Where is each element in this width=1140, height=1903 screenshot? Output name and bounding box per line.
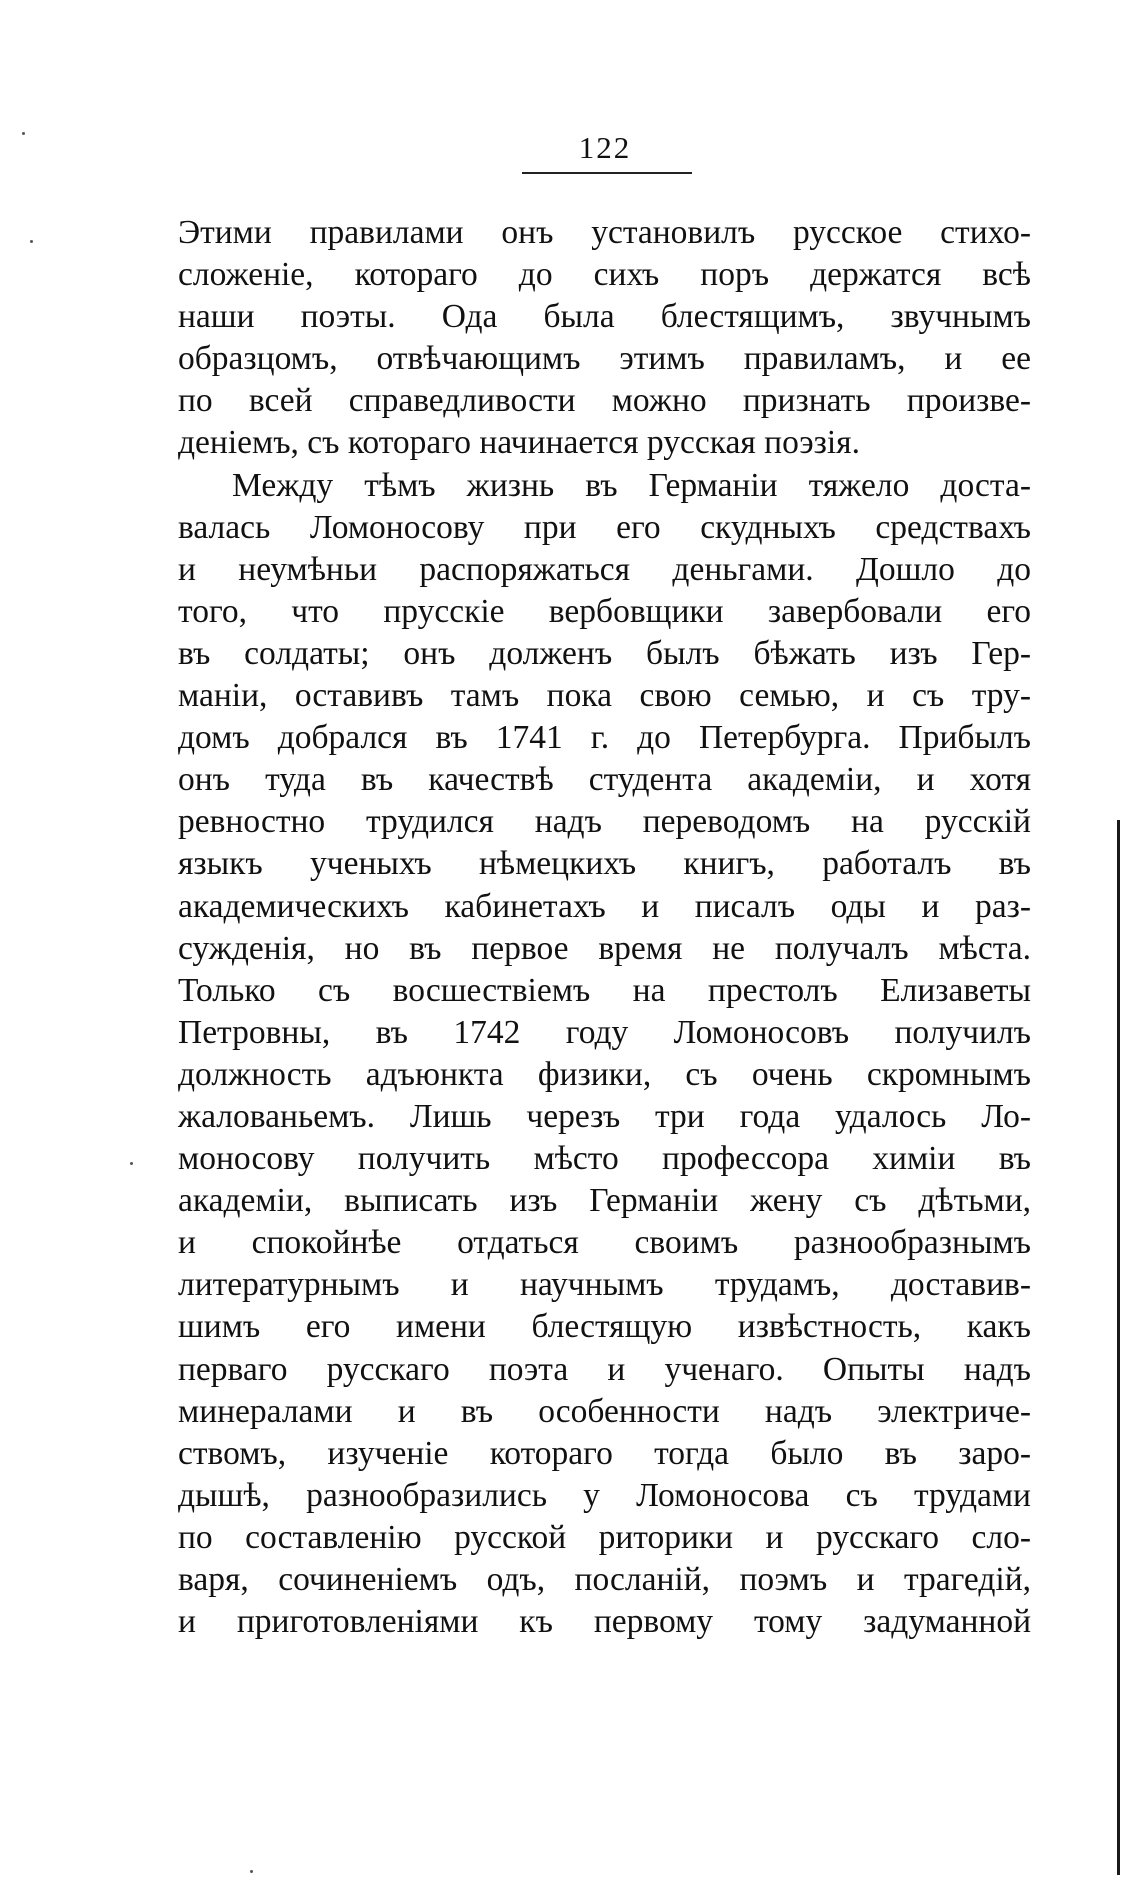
text-line: перваго русскаго поэта и ученаго. Опыты надъ — [178, 1350, 1031, 1388]
text-line: того, что прусскіе вербовщики завербовали его — [178, 592, 1031, 630]
scan-speck — [250, 1870, 253, 1873]
text-line: академіи, выписать изъ Германіи жену съ дѣтьми, — [178, 1182, 1031, 1220]
text-line: домъ добрался въ 1741 г. до Петербурга. Прибылъ — [178, 719, 1031, 757]
text-line: и приготовленіями къ первому тому задуманной — [178, 1603, 1031, 1641]
text-line: Этими правилами онъ установилъ русское стихо- — [178, 214, 1031, 251]
text-line: литературнымъ и научнымъ трудамъ, доставив- — [178, 1266, 1031, 1304]
paragraph-1 — [178, 212, 1031, 465]
text-line: деніемъ, съ котораго начинается русская поэзія. — [178, 424, 860, 462]
text-line: ревностно трудился надъ переводомъ на русскій — [178, 803, 1031, 841]
text-line: Только съ восшествіемъ на престолъ Елизаветы — [178, 971, 1031, 1009]
text-line: дышѣ, разнообразились у Ломоносова съ трудами — [178, 1476, 1031, 1514]
text-line: и спокойнѣе отдаться своимъ разнообразнымъ — [178, 1224, 1031, 1262]
text-line: моносову получить мѣсто профессора химіи въ — [178, 1140, 1031, 1178]
text-line: по составленію русской риторики и русскаго сло- — [178, 1518, 1031, 1556]
text-line: въ солдаты; онъ долженъ былъ бѣжать изъ Гер- — [178, 634, 1031, 672]
text-line: должность адъюнкта физики, съ очень скромнымъ — [178, 1055, 1031, 1093]
scan-speck — [130, 1162, 133, 1165]
text-line: и неумѣньи распоряжаться деньгами. Дошло до — [178, 550, 1031, 588]
text-line: Между тѣмъ жизнь въ Германіи тяжело доста- — [232, 466, 1031, 504]
text-line: наши поэты. Ода была блестящимъ, звучнымъ — [178, 298, 1031, 336]
scan-edge-line — [1117, 820, 1120, 1875]
body-text — [178, 212, 1031, 1643]
header-rule — [522, 172, 692, 174]
text-line: сложеніе, котораго до сихъ поръ держатся всѣ — [178, 256, 1031, 294]
text-line: онъ туда въ качествѣ студента академіи, и хотя — [178, 761, 1031, 799]
text-line: маніи, оставивъ тамъ пока свою семью, и съ тру- — [178, 677, 1031, 715]
scan-speck — [30, 240, 33, 243]
text-line: сужденія, но въ первое время не получалъ мѣста. — [178, 929, 1031, 967]
paragraph-2 — [178, 465, 1031, 1644]
text-line: ствомъ, изученіе котораго тогда было въ заро- — [178, 1434, 1031, 1472]
text-line: жалованьемъ. Лишь черезъ три года удалось Ло- — [178, 1097, 1031, 1135]
text-line: по всей справедливости можно признать произве- — [178, 382, 1031, 420]
text-line: образцомъ, отвѣчающимъ этимъ правиламъ, и ее — [178, 340, 1031, 378]
text-line: Петровны, въ 1742 году Ломоносовъ получилъ — [178, 1013, 1031, 1051]
text-line: валась Ломоносову при его скудныхъ средствахъ — [178, 508, 1031, 546]
text-line: языкъ ученыхъ нѣмецкихъ книгъ, работалъ въ — [178, 845, 1031, 883]
scan-speck — [22, 132, 25, 135]
text-line: академическихъ кабинетахъ и писалъ оды и раз- — [178, 887, 1031, 925]
page-number: 122 — [578, 130, 632, 165]
text-line: шимъ его имени блестящую извѣстность, какъ — [178, 1308, 1031, 1346]
text-line: минералами и въ особенности надъ электриче- — [178, 1392, 1031, 1430]
text-line: варя, сочиненіемъ одъ, посланій, поэмъ и трагедій, — [178, 1561, 1031, 1598]
